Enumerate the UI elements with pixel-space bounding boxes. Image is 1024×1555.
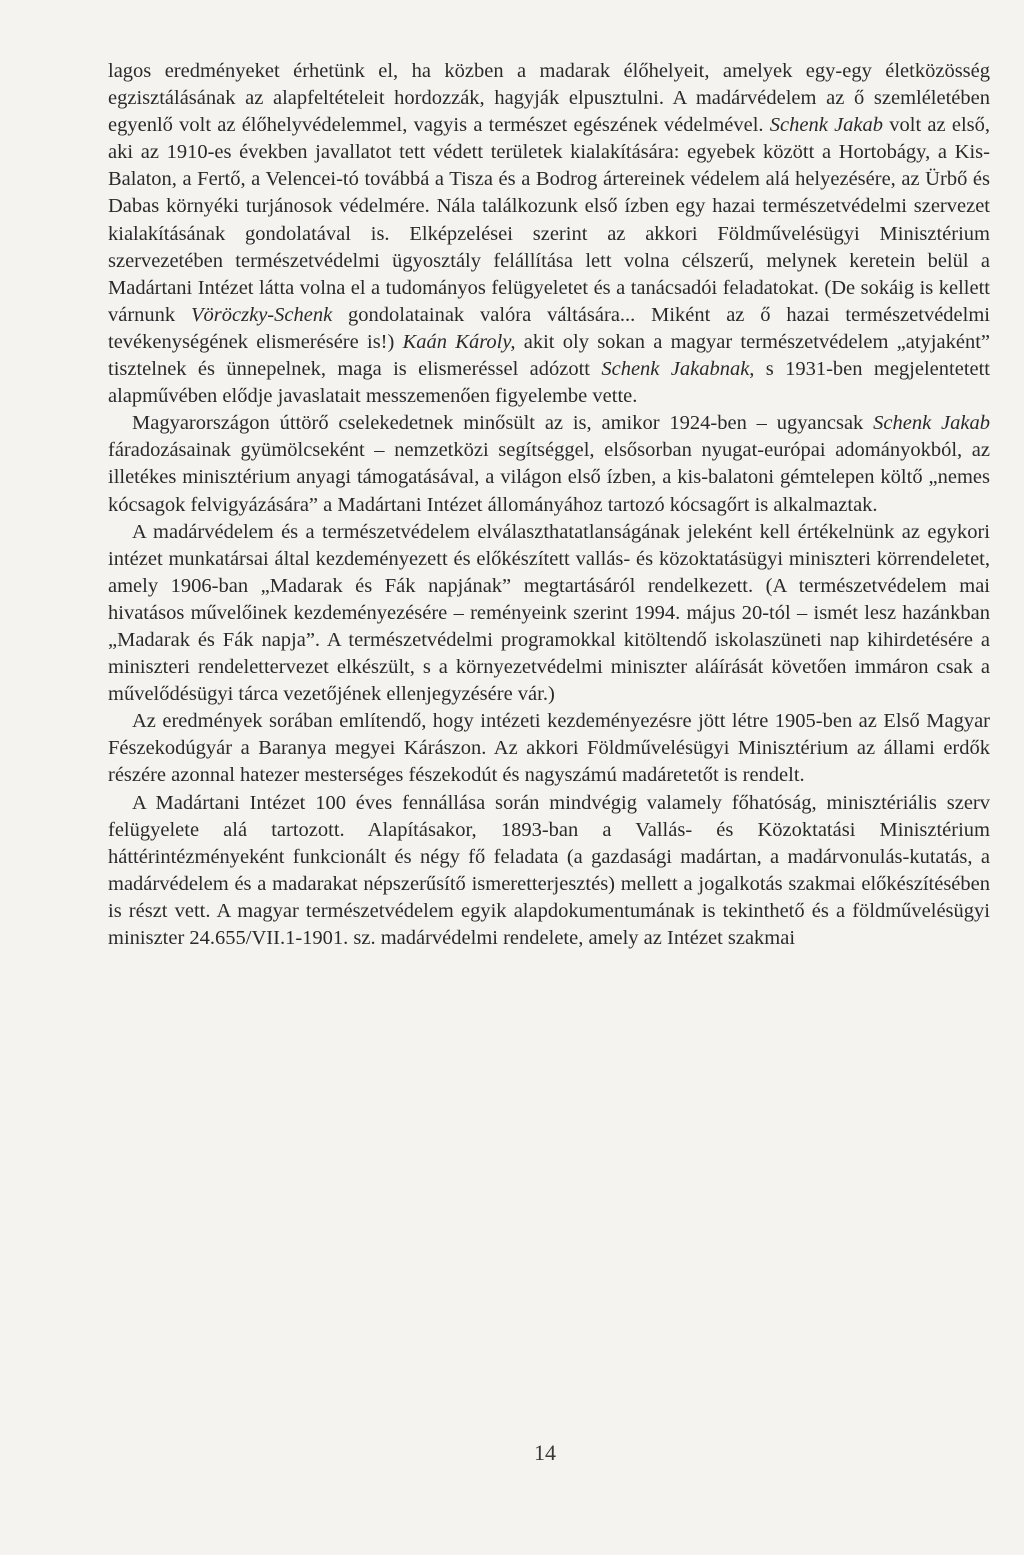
paragraph-5 [108,790,990,953]
text-run: akit oly sokan a magyar természetvédelem „atyjaként” tisztelnek és ünnepelnek, maga is elismeréssel adózott [108,330,990,381]
paragraph-4 [108,708,990,789]
italic-name: Kaán Károly, [402,330,516,353]
italic-name: Vöröczky-Schenk [191,303,333,326]
text-run: lagos eredményeket érhetünk el, ha közben a madarak élőhelyeit, amelyek egy-egy életközösség egzisztálásának az alapfeltételeit hordozzák, hagyják elpusztulni. A madárvédelem az ő szemléletében egyenlő volt az élőhelyvédelemmel, vagyis a természet egészének védelmével. [108,60,990,137]
text-run: Az eredmények sorában említendő, hogy intézeti kezdeményezésre jött létre 1905-ben az Első Magyar Fészekodúgyár a Baranya megyei Kárászon. Az akkori Földművelésügyi Minisztérium az állami erdők részére azonnal hatezer mesterséges fészekodút és nagyszámú madáretetőt is rendelt. [108,710,990,787]
text-run: volt az első, aki az 1910-es években javallatot tett védett területek kialakítására: egyebek között a Hortobágy, a Kis-Balaton, a Fertő, a Velencei-tó továbbá a Tisza és a Bodrog ártereinek védelem alá helyezésére, az Ürbő és Dabas környéki turjánosok védelmére. Nála találkozunk első ízben egy hazai természetvédelmi szervezet kialakításának gondolatával is. Elképzelései szerint az akkori Földművelésügyi Minisztérium szervezetében természetvédelmi ügyosztály felállítása lett volna célszerű, melynek keretein belül a Madártani Intézet látta volna el a tudományos felügyeletet és a tanácsadói feladatokat. (De sokáig is kellett várnunk [108,114,990,326]
text-run: fáradozásainak gyümölcseként – nemzetközi segítséggel, elsősorban nyugat-európai adományokból, az illetékes minisztérium anyagi támogatásával, a világon első ízben, a kis-balatoni gémtelepen költő „nemes kócsagok felvigyázására” a Madártani Intézet állományához tartozó kócsagőrt is alkalmaztak. [108,439,990,516]
italic-name: Schenk Jakab [769,114,884,137]
paragraph-1 [108,58,990,410]
text-run: Magyarországon úttörő cselekedetnek minősült az is, amikor 1924-ben – ugyancsak [132,412,874,435]
text-run: gondolatainak valóra váltására... Miként az ő hazai természetvédelmi tevékenységének elismerésére is!) [108,303,990,353]
text-run: A Madártani Intézet 100 éves fennállása során mindvégig valamely főhatóság, minisztériális szerv felügyelete alá tartozott. Alapításakor, 1893-ban a Vallás- és Közoktatási Minisztérium háttérintézményeként funkcionált és négy fő feladata (a gazdasági madártan, a madárvonulás-kutatás, a madárvédelem és a madarakat népszerűsítő ismeretterjesztés) mellett a jogalkotás szakmai előkészítésében is részt vett. A magyar természetvédelem egyik alapdokumentumának is tekinthető és a földművelésügyi miniszter 24.655/VII.1-1901. sz. madárvédelmi rendelete, amely az Intézet szakmai [108,791,990,949]
text-run: s 1931-ben megjelentetett alapművében elődje javaslatait messzemenően figyelembe vette. [108,358,991,408]
paragraph-3 [108,519,990,709]
body-text [108,58,990,952]
italic-name: Schenk Jakabnak, [601,358,755,381]
page-number: 14 [534,1440,556,1465]
text-run: A madárvédelem és a természetvédelem elválaszthatatlanságának jeleként kell értékelnünk az egykori intézet munkatársai által kezdeményezett és előkészített vallás- és közoktatásügyi miniszteri körrendeletet, amely 1906-ban „Madarak és Fák napjának” megtartásáról rendelkezett. (A természetvédelem mai hivatásos művelőinek kezdeményezésére – reményeink szerint 1994. május 20-tól – ismét lesz hazánkban „Madarak és Fák napja”. A természetvédelmi programokkal kitöltendő iskolaszüneti nap kihirdetésére a miniszteri rendelettervezet elkészült, s a környezetvédelmi miniszter aláírását követően immáron csak a művelődésügyi tárca vezetőjének ellenjegyzésére vár.) [108,520,990,706]
italic-name: Schenk Jakab [873,412,990,435]
paragraph-2 [108,410,990,518]
